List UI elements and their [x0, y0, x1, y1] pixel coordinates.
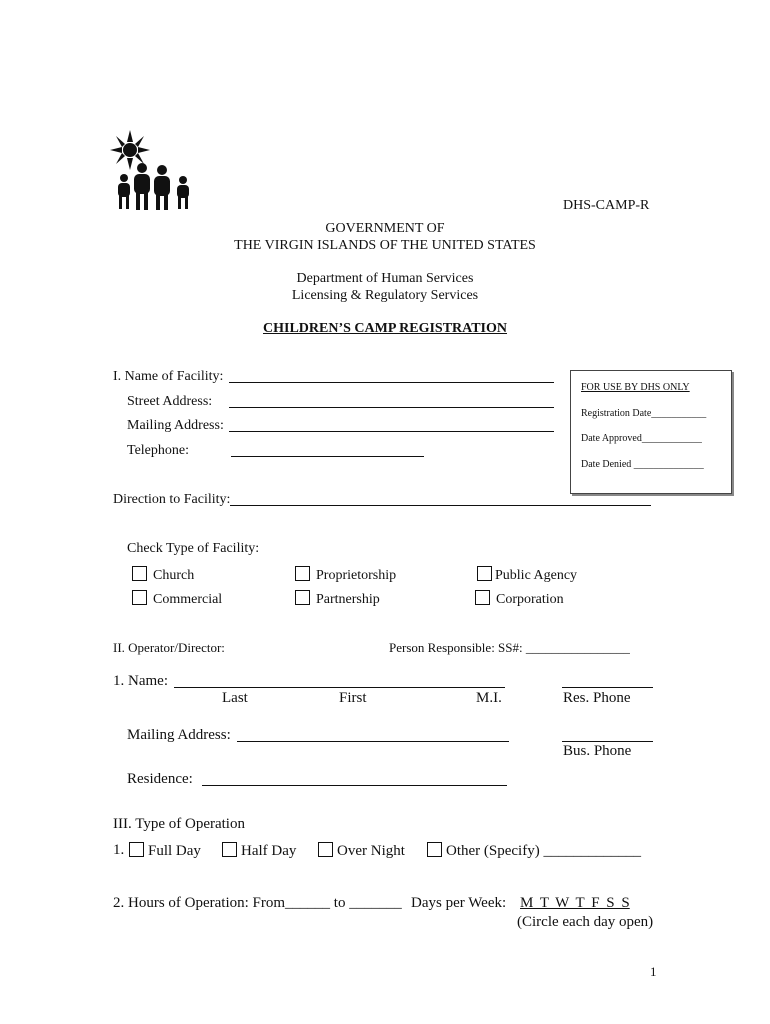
last-label: Last — [222, 690, 248, 706]
option-label: Church — [153, 568, 195, 583]
registration-date: Registration Date___________ — [581, 408, 707, 419]
residence-label: Residence: — [127, 771, 193, 787]
option-label: Public Agency — [495, 568, 578, 583]
checkbox-icon — [477, 566, 492, 581]
form-code: DHS-CAMP-R — [563, 198, 650, 213]
division-name: Licensing & Regulatory Services — [291, 288, 479, 303]
option-label: Partnership — [316, 592, 380, 607]
mailing-address-field[interactable] — [229, 431, 554, 432]
option-label: Full Day — [148, 843, 201, 859]
person-responsible-ss[interactable]: Person Responsible: SS#: ________________ — [389, 640, 630, 655]
dhs-family-logo — [110, 128, 200, 212]
operator-mailing-label: Mailing Address: — [127, 727, 231, 743]
checkbox-icon — [129, 842, 144, 857]
checkbox-icon — [318, 842, 333, 857]
checkbox-full-day[interactable] — [129, 842, 201, 860]
option-label: Other (Specify) _____________ — [446, 843, 641, 859]
department-name: Department of Human Services — [296, 271, 474, 286]
checkbox-public-agency[interactable] — [477, 566, 577, 584]
direction-label: Direction to Facility: — [113, 492, 231, 507]
checkbox-corporation[interactable] — [475, 590, 564, 608]
government-heading: GOVERNMENT OF — [325, 221, 445, 236]
checkbox-commercial[interactable] — [132, 590, 222, 608]
checkbox-icon — [295, 566, 310, 581]
operator-label: II. Operator/Director: — [113, 640, 225, 655]
checkbox-half-day[interactable] — [222, 842, 296, 860]
date-approved: Date Approved____________ — [581, 433, 702, 444]
option-label: Proprietorship — [316, 568, 397, 583]
checkbox-over-night[interactable] — [318, 842, 405, 860]
option-label: Half Day — [241, 843, 297, 859]
page-title: CHILDREN’S CAMP REGISTRATION — [263, 321, 507, 336]
checkbox-icon — [132, 590, 147, 605]
operation-type-heading: III. Type of Operation — [113, 816, 245, 832]
checkbox-icon — [222, 842, 237, 857]
circle-note: (Circle each day open) — [517, 914, 654, 930]
checkbox-icon — [475, 590, 490, 605]
checkbox-church[interactable] — [132, 566, 194, 584]
hours-of-operation[interactable]: 2. Hours of Operation: From______ to _______ — [113, 895, 402, 911]
days-of-week[interactable]: M T W T F S S — [520, 895, 630, 911]
telephone-label: Telephone: — [127, 443, 189, 458]
dhs-use-only-box — [570, 370, 732, 494]
bus-phone-field[interactable] — [562, 741, 653, 742]
dhs-box-heading: FOR USE BY DHS ONLY — [581, 382, 690, 393]
option-label: Commercial — [153, 592, 223, 607]
res-phone-label: Res. Phone — [563, 690, 631, 706]
checkbox-icon — [295, 590, 310, 605]
street-address-field[interactable] — [229, 407, 554, 408]
facility-name-field[interactable] — [229, 382, 554, 383]
checkbox-partnership[interactable] — [295, 590, 380, 608]
residence-field[interactable] — [202, 785, 507, 786]
mi-label: M.I. — [476, 690, 502, 706]
street-address-label: Street Address: — [127, 394, 213, 409]
facility-type-label: Check Type of Facility: — [127, 541, 260, 556]
mailing-address-label: Mailing Address: — [127, 418, 224, 433]
option-label: Corporation — [496, 592, 564, 607]
date-denied: Date Denied ______________ — [581, 459, 704, 470]
operator-name-label: 1. Name: — [113, 673, 168, 689]
operator-name-field[interactable] — [174, 687, 505, 688]
first-label: First — [339, 690, 367, 706]
facility-name-label: I. Name of Facility: — [113, 369, 224, 384]
direction-field[interactable] — [230, 505, 651, 506]
page-number: 1 — [650, 964, 657, 979]
checkbox-proprietorship[interactable] — [295, 566, 396, 584]
government-heading-line2: THE VIRGIN ISLANDS OF THE UNITED STATES — [234, 238, 536, 253]
operation-type-prefix: 1. — [113, 842, 125, 858]
option-label: Over Night — [337, 843, 405, 859]
telephone-field[interactable] — [231, 456, 424, 457]
operator-mailing-field[interactable] — [237, 741, 509, 742]
days-per-week-label: Days per Week: — [411, 895, 507, 911]
checkbox-icon — [427, 842, 442, 857]
bus-phone-label: Bus. Phone — [563, 743, 632, 759]
checkbox-other-specify[interactable] — [427, 842, 641, 860]
checkbox-icon — [132, 566, 147, 581]
res-phone-field[interactable] — [562, 687, 653, 688]
